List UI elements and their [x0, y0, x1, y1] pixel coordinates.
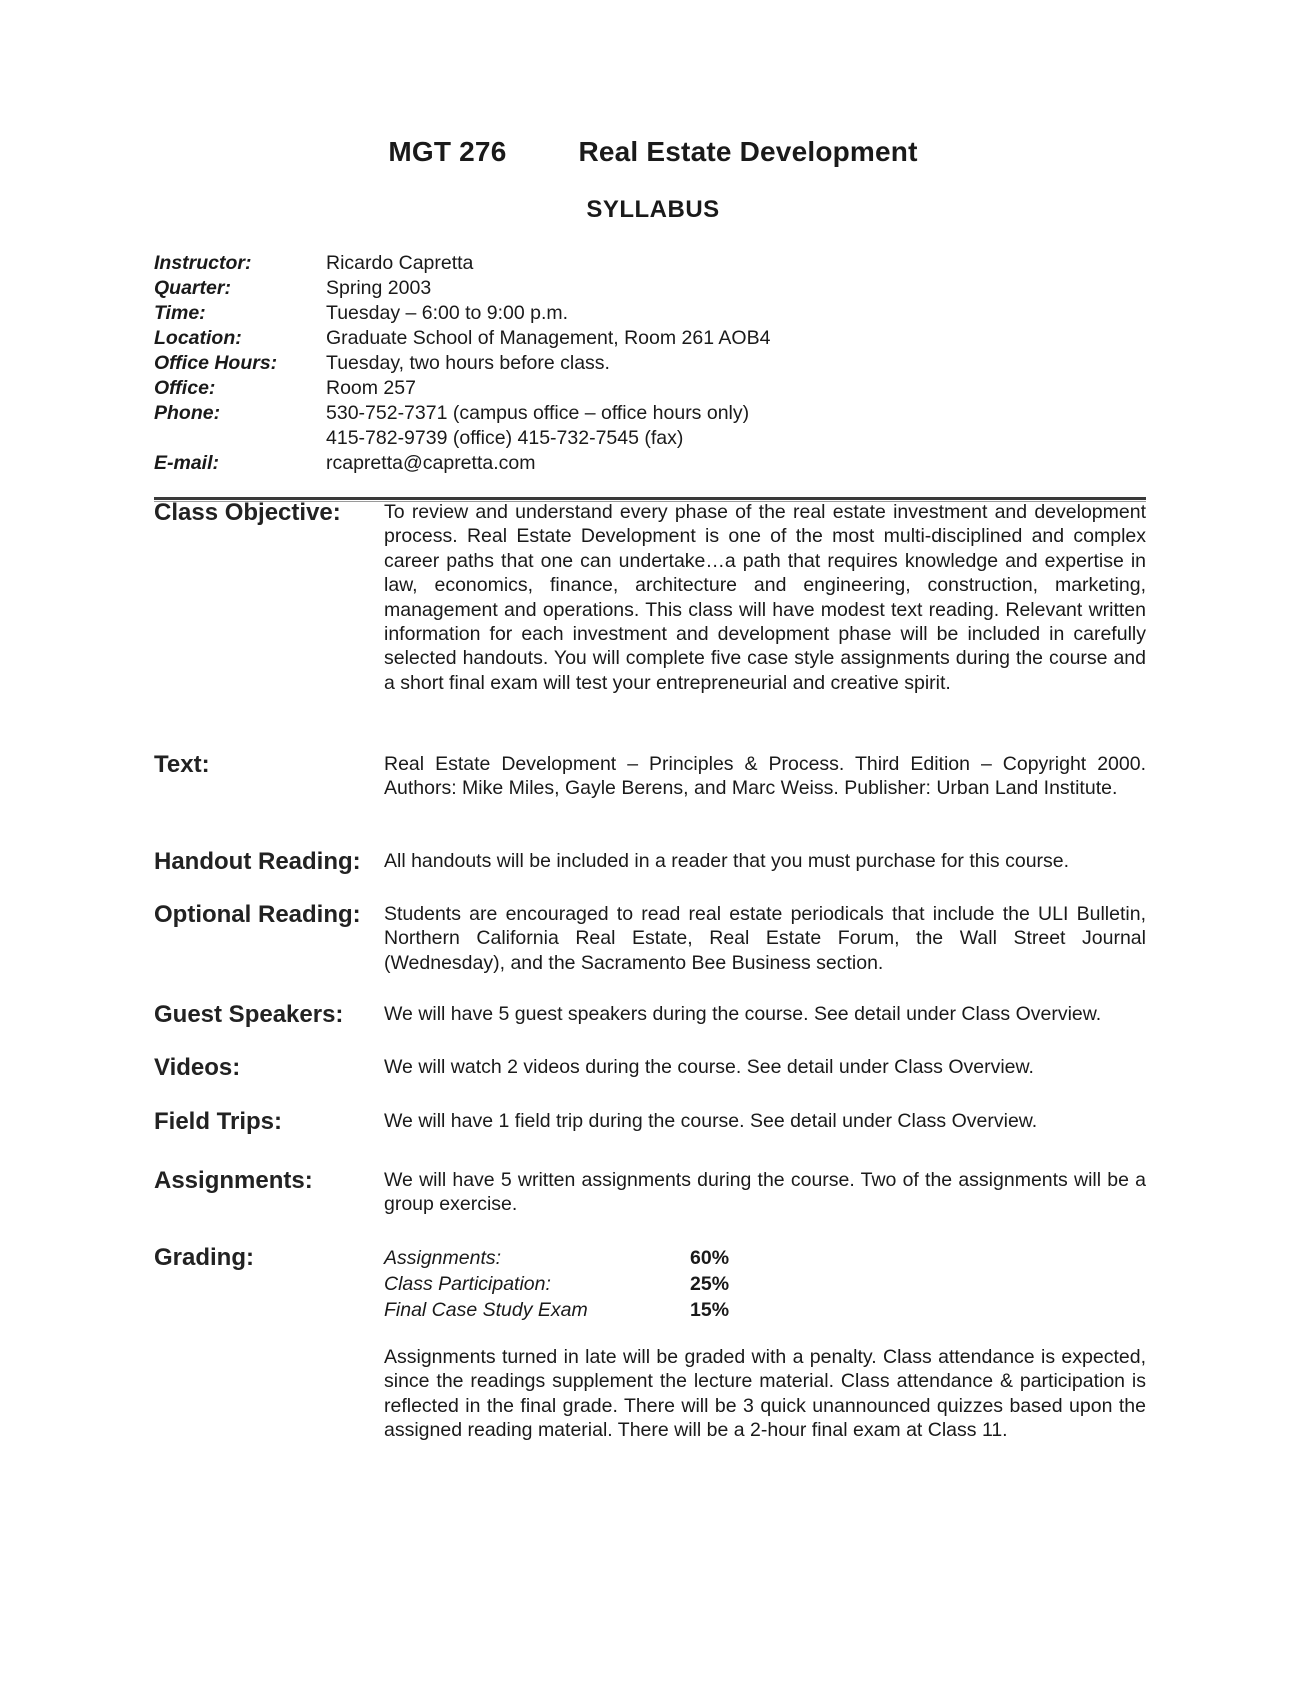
location-value: Graduate School of Management, Room 261 AOB4 [326, 327, 771, 349]
office-label: Office: [154, 377, 216, 399]
course-title [0, 136, 1306, 168]
document-type-heading: SYLLABUS [586, 196, 720, 223]
optional-reading-label: Optional Reading: [154, 901, 361, 928]
grading-item-name: Class Participation: [384, 1273, 551, 1295]
quarter-value: Spring 2003 [326, 277, 432, 299]
section-optional-reading [154, 902, 1146, 975]
section-field-trips [154, 1109, 1146, 1135]
grading-item-name: Final Case Study Exam [384, 1299, 588, 1321]
info-row-phone-2 [154, 426, 770, 451]
email-value: rcapretta@capretta.com [326, 452, 536, 474]
info-row-location [154, 326, 770, 351]
class-objective-text: To review and understand every phase of the real estate investment and development process. Real Estate Development is one of the most multi-disciplined and complex career paths that one can undertake…a path that requires knowledge and expertise in law, economics, finance, architecture and engineering, construction, marketing, management and operations. This class will have modest text reading. Relevant written information for each investment and development phase will be included in carefully selected handouts. You will complete five case style assignments during the course and a short final exam will test your entrepreneurial and creative spirit. [384, 501, 1146, 694]
grading-row [384, 1271, 1146, 1297]
course-name: Real Estate Development [578, 136, 918, 167]
grading-item-value: 25% [690, 1273, 730, 1295]
videos-label: Videos: [154, 1054, 241, 1081]
info-row-instructor [154, 251, 770, 276]
office-hours-value: Tuesday, two hours before class. [326, 352, 610, 374]
guest-speakers-text: We will have 5 guest speakers during the course. See detail under Class Overview. [384, 1003, 1102, 1025]
text-label: Text: [154, 751, 210, 778]
quarter-label: Quarter: [154, 277, 231, 299]
guest-speakers-label: Guest Speakers: [154, 1001, 344, 1028]
office-hours-label: Office Hours: [154, 352, 278, 374]
handout-reading-label: Handout Reading: [154, 848, 361, 875]
grading-item-value: 15% [690, 1299, 730, 1321]
course-info-block [154, 251, 770, 476]
time-value: Tuesday – 6:00 to 9:00 p.m. [326, 302, 569, 324]
section-videos [154, 1055, 1146, 1081]
info-row-email [154, 451, 770, 476]
office-value: Room 257 [326, 377, 416, 399]
section-text [154, 752, 1146, 801]
grading-item-value: 60% [690, 1247, 730, 1269]
grading-note: Assignments turned in late will be graded with a penalty. Class attendance is expected, since the readings supplement the lecture material. Class attendance & participation is reflected in the final grade. There will be 3 quick unannounced quizzes based upon the assigned reading material. There will be a 2-hour final exam at Class 11. [384, 1346, 1146, 1442]
time-label: Time: [154, 302, 206, 324]
info-row-quarter [154, 276, 770, 301]
section-grading [154, 1245, 1146, 1443]
assignments-label: Assignments: [154, 1167, 313, 1194]
instructor-label: Instructor: [154, 252, 252, 274]
info-row-office-hours [154, 351, 770, 376]
info-row-phone [154, 401, 770, 426]
field-trips-label: Field Trips: [154, 1108, 283, 1135]
info-row-office [154, 376, 770, 401]
assignments-text: We will have 5 written assignments during the course. Two of the assignments will be a group exercise. [384, 1169, 1146, 1216]
class-objective-label: Class Objective: [154, 499, 341, 526]
grading-item-name: Assignments: [384, 1247, 502, 1269]
grading-row [384, 1297, 1146, 1323]
location-label: Location: [154, 327, 242, 349]
section-handout-reading [154, 849, 1146, 875]
info-row-time [154, 301, 770, 326]
email-label: E-mail: [154, 452, 220, 474]
instructor-value: Ricardo Capretta [326, 252, 474, 274]
section-class-objective [154, 500, 1146, 695]
phone-label: Phone: [154, 402, 221, 424]
course-code: MGT 276 [388, 136, 507, 167]
handout-reading-text: All handouts will be included in a reader that you must purchase for this course. [384, 850, 1070, 872]
videos-text: We will watch 2 videos during the course. See detail under Class Overview. [384, 1056, 1034, 1078]
grading-row [384, 1245, 1146, 1271]
grading-label: Grading: [154, 1244, 254, 1271]
optional-reading-text: Students are encouraged to read real estate periodicals that include the ULI Bulletin, Northern California Real Estate, Real Estate Forum, the Wall Street Journal (Wednesday), and the Sacramento Bee Business section. [384, 903, 1146, 974]
text-book-info: Real Estate Development – Principles & Process. Third Edition – Copyright 2000. Authors: Mike Miles, Gayle Berens, and Marc Weiss. Publisher: Urban Land Institute. [384, 753, 1146, 800]
phone-value-1: 530-752-7371 (campus office – office hours only) [326, 402, 750, 424]
section-guest-speakers [154, 1002, 1146, 1028]
section-assignments [154, 1168, 1146, 1217]
grading-content [384, 1245, 1146, 1443]
field-trips-text: We will have 1 field trip during the course. See detail under Class Overview. [384, 1110, 1038, 1132]
phone-value-2: 415-782-9739 (office) 415-732-7545 (fax) [326, 427, 684, 449]
